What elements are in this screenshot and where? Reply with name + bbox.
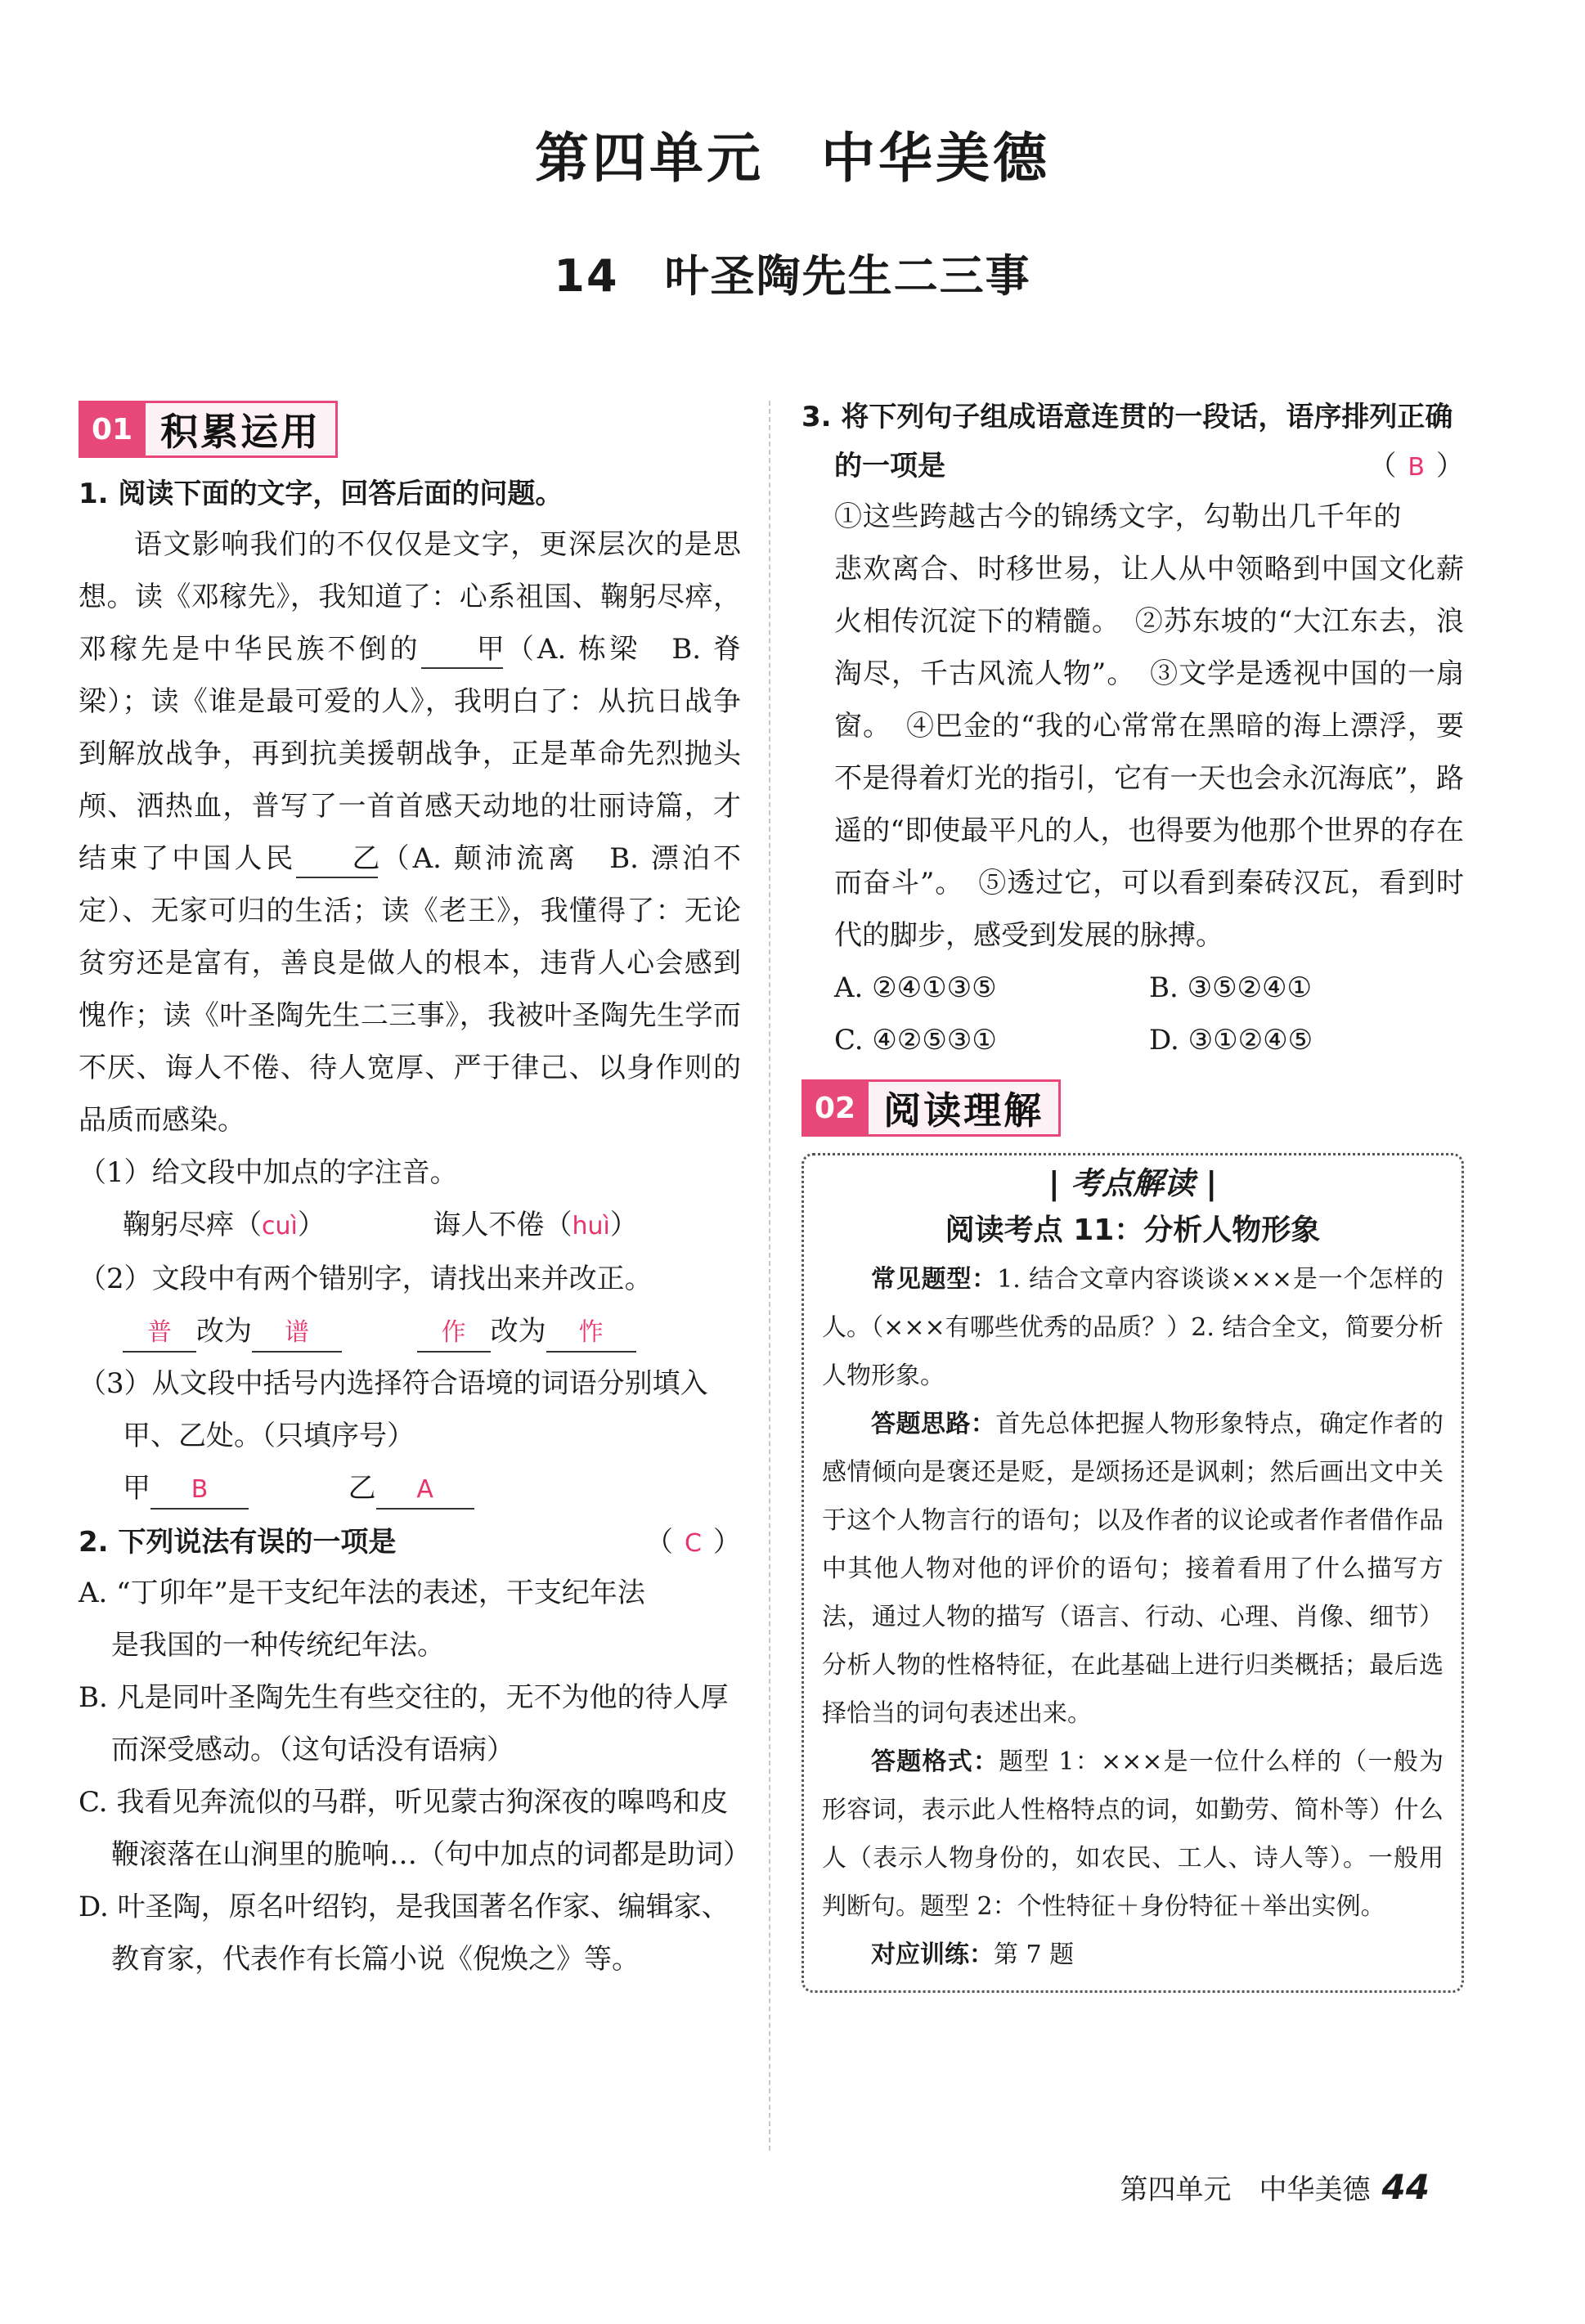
question-3-body: ①这些跨越古今的锦绣文字，勾勒出几千年的悲欢离合、时移世易，让人从中领略到中国文化薪火相传沉淀下的精髓。 ②苏东坡的“大江东去，浪淘尽，千古风流人物”。 ③文学是透视中国的一扇窗。 ④巴金的“我的心常常在黑暗的海上漂浮，要不是得着灯光的指引，它有一天也会永沉海底”，路遥的“即使最平凡的人，也得要为他那个世界的存在而奋斗”。 ⑤透过它，可以看到秦砖汉瓦，看到时代的脚步，感受到发展的脉搏。	[834, 500, 1464, 952]
question-3-answer-paren: （ B ）	[1368, 450, 1464, 482]
sub-question-1-label: （1）给文段中加点的字注音。	[79, 1156, 458, 1189]
section-number: 01	[79, 401, 146, 458]
sub-question-3-label: （3）从文段中括号内选择符合语境的词语分别填入甲、乙处。（只填序号）	[79, 1367, 708, 1452]
passage-part-1: 语文影响我们的不仅仅是文字，更深层次的是思想。读《邓稼先》，我知道了：心系祖国、鞠躬尽瘁，邓稼先是中华民族不倒的	[79, 528, 741, 666]
sub1-item-1: 鞠躬尽瘁（	[123, 1209, 262, 1241]
question-2-answer-paren: （ C ）	[645, 1526, 741, 1559]
change-to-2: 改为	[490, 1315, 546, 1348]
sub-question-3-answers	[79, 1462, 741, 1514]
sub3-jia-blank	[150, 1470, 249, 1510]
page-footer	[1120, 2167, 1430, 2207]
kaodian-format	[822, 1738, 1444, 1931]
q3-option-d: D. ③①②④⑤	[1149, 1024, 1313, 1057]
blank-jia-label: 甲	[476, 633, 505, 666]
blank-jia	[421, 631, 503, 669]
change-to-1: 改为	[196, 1315, 252, 1348]
kaodian-subtitle: 阅读考点 11：分析人物形象	[945, 1214, 1321, 1247]
kaodian-approach	[822, 1400, 1444, 1738]
q3-options-row-2	[801, 1014, 1464, 1066]
kaodian-common-types	[822, 1255, 1444, 1400]
q2-option-a: A. “丁卯年”是干支纪年法的表述，干支纪年法是我国的一种传统纪年法。	[79, 1577, 645, 1662]
sub2-wrong-1-blank	[123, 1313, 196, 1353]
question-3-answer: B	[1408, 453, 1425, 482]
text-common-types: 1. 结合文章内容谈谈×××是一个怎样的人。（×××有哪些优秀的品质？）2. 结合全文，简要分析人物形象。	[822, 1265, 1444, 1390]
sub3-yi-label: 乙	[348, 1472, 376, 1505]
lesson-title: 14 叶圣陶先生二三事	[554, 250, 1031, 302]
sub-question-2-label: （2）文段中有两个错别字，请找出来并改正。	[79, 1263, 653, 1295]
section-header-accumulate	[79, 401, 338, 458]
kaodian-box	[801, 1153, 1464, 1993]
text-training: 第 7 题	[994, 1940, 1075, 1969]
q3-option-c: C. ④②⑤③①	[834, 1024, 997, 1057]
passage-part-2: （A. 栋梁 B. 脊梁）；读《谁是最可爱的人》，我明白了：从抗日战争到解放战争，再到抗美援朝战争，正是革命先烈抛头颅、洒热血，普写了一首首感天动地的壮丽诗篇，才结束了中国人民	[79, 633, 741, 875]
right-column	[801, 393, 1464, 1993]
sub2-right-1: 谱	[285, 1318, 309, 1347]
label-training: 对应训练：	[871, 1940, 994, 1969]
sub2-wrong-2-blank	[417, 1313, 491, 1353]
kaodian-title: | 考点解读 |	[1048, 1165, 1218, 1201]
sub1-close-2: ）	[609, 1209, 638, 1241]
question-1-passage	[79, 518, 741, 1146]
sub1-answer-1: cuì	[262, 1212, 298, 1241]
sub2-wrong-1: 普	[147, 1318, 172, 1347]
sub2-wrong-2: 作	[441, 1318, 466, 1347]
text-format: 题型 1：×××是一位什么样的（一般为形容词，表示此人性格特点的词，如勤劳、简朴等）什么人（表示人物身份的，如农民、工人、诗人等）。一般用判断句。题型 2：个性特征＋身份特征＋举出实例。	[822, 1747, 1444, 1921]
section-name: 积累运用	[146, 401, 338, 458]
question-2-stem	[79, 1518, 741, 1567]
column-divider	[769, 401, 770, 2151]
label-approach: 答题思路：	[871, 1410, 996, 1438]
blank-yi-label: 乙	[352, 842, 380, 875]
sub-question-2-answers	[79, 1305, 741, 1357]
left-column	[79, 401, 751, 1985]
sub3-jia-answer: B	[191, 1475, 209, 1504]
sub3-jia-label: 甲	[123, 1472, 150, 1505]
sub2-right-2: 怍	[578, 1318, 604, 1347]
q3-option-b: B. ③⑤②④①	[1149, 971, 1313, 1004]
blank-yi	[296, 841, 378, 878]
sub1-close-1: ）	[297, 1209, 326, 1241]
sub2-right-2-blank	[546, 1313, 636, 1353]
q3-option-a: A. ②④①③⑤	[834, 971, 997, 1004]
question-2-answer: C	[685, 1529, 702, 1558]
sub3-yi-blank	[376, 1470, 474, 1510]
question-3-text: 3. 将下列句子组成语意连贯的一段话，语序排列正确的一项是	[801, 401, 1453, 482]
sub1-item-2: 诲人不倦（	[433, 1209, 572, 1241]
page-number: 44	[1381, 2167, 1430, 2207]
kaodian-training	[822, 1931, 1444, 1979]
q2-option-b: B. 凡是同叶圣陶先生有些交往的，无不为他的待人厚而深受感动。（这句话没有语病）	[79, 1681, 729, 1766]
label-format: 答题格式：	[871, 1747, 999, 1776]
section-number: 02	[801, 1079, 869, 1137]
footer-unit: 第四单元 中华美德	[1120, 2174, 1371, 2206]
sub1-answer-2: huì	[572, 1212, 610, 1241]
section-name: 阅读理解	[869, 1079, 1061, 1137]
unit-title: 第四单元 中华美德	[535, 127, 1050, 190]
question-3-stem	[801, 393, 1464, 491]
sub3-yi-answer: A	[416, 1475, 433, 1504]
sub2-right-1-blank	[252, 1313, 342, 1353]
q2-option-d: D. 叶圣陶，原名叶绍钧，是我国著名作家、编辑家、教育家，代表作有长篇小说《倪焕之》等。	[79, 1891, 730, 1976]
passage-part-3: （A. 颠沛流离 B. 漂泊不定）、无家可归的生活；读《老王》，我懂得了：无论贫穷还是富有，善良是做人的根本，违背人心会感到愧作；读《叶圣陶先生二三事》，我被叶圣陶先生学而不厌、诲人不倦、待人宽厚、严于律己、以身作则的品质而感染。	[79, 842, 741, 1137]
question-2-text: 2. 下列说法有误的一项是	[79, 1526, 397, 1559]
text-approach: 首先总体把握人物形象特点，确定作者的感情倾向是褒还是贬，是颂扬还是讽刺；然后画出文中关于这个人物言行的语句；以及作者的议论或者作者借作品中其他人物对他的评价的语句；接着看用了什么描写方法，通过人物的描写（语言、行动、心理、肖像、细节）分析人物的性格特征，在此基础上进行归类概括；最后选择恰当的词句表述出来。	[822, 1410, 1444, 1728]
sub-question-1-answers	[79, 1199, 741, 1253]
section-header-reading	[801, 1079, 1061, 1137]
question-1-stem: 1. 阅读下面的文字，回答后面的问题。	[79, 478, 564, 510]
label-common-types: 常见题型：	[871, 1265, 998, 1294]
q2-option-c: C. 我看见奔流似的马群，听见蒙古狗深夜的嗥鸣和皮鞭滚落在山涧里的脆响…（句中加点的词都是助词）	[79, 1786, 751, 1871]
q3-options-row-1	[801, 962, 1464, 1014]
